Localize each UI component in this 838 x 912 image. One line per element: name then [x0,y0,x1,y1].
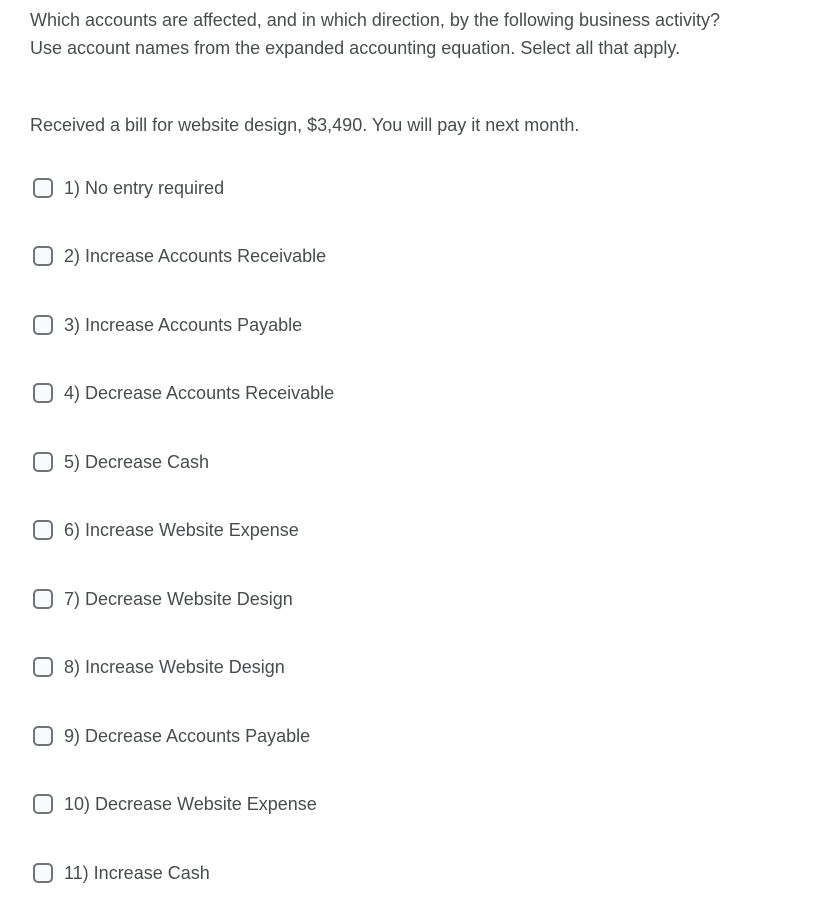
option-label: 9) Decrease Accounts Payable [64,726,311,746]
option-8[interactable] [33,653,285,681]
option-1[interactable] [33,174,224,202]
option-label: 7) Decrease Website Design [64,589,293,609]
checkbox[interactable] [33,452,53,472]
checkbox[interactable] [33,246,53,266]
checkbox[interactable] [33,726,53,746]
option-7[interactable] [33,585,293,613]
option-label: 5) Decrease Cash [64,452,210,472]
option-label: 1) No entry required [64,178,225,198]
option-label: 3) Increase Accounts Payable [64,315,303,335]
checkbox[interactable] [33,315,53,335]
checkbox[interactable] [33,863,53,883]
checkbox[interactable] [33,520,53,540]
option-10[interactable] [33,790,317,818]
question-scenario: Received a bill for website design, $3,490. You will pay it next month. [30,115,580,135]
option-9[interactable] [33,722,310,750]
option-5[interactable] [33,448,209,476]
checkbox[interactable] [33,178,53,198]
question-prompt: Which accounts are affected, and in which direction, by the following business activity? Use account names from the expanded accounting equation. Select all that apply. [30,10,721,58]
option-11[interactable] [33,859,210,887]
checkbox[interactable] [33,383,53,403]
option-6[interactable] [33,516,299,544]
option-4[interactable] [33,379,334,407]
option-3[interactable] [33,311,302,339]
option-label: 2) Increase Accounts Receivable [64,246,327,266]
option-label: 6) Increase Website Expense [64,520,299,540]
option-label: 8) Increase Website Design [64,657,285,677]
checkbox[interactable] [33,794,53,814]
option-label: 4) Decrease Accounts Receivable [64,383,335,403]
option-label: 11) Increase Cash [64,863,210,883]
option-2[interactable] [33,242,326,270]
checkbox[interactable] [33,589,53,609]
checkbox[interactable] [33,657,53,677]
option-label: 10) Decrease Website Expense [64,794,317,814]
